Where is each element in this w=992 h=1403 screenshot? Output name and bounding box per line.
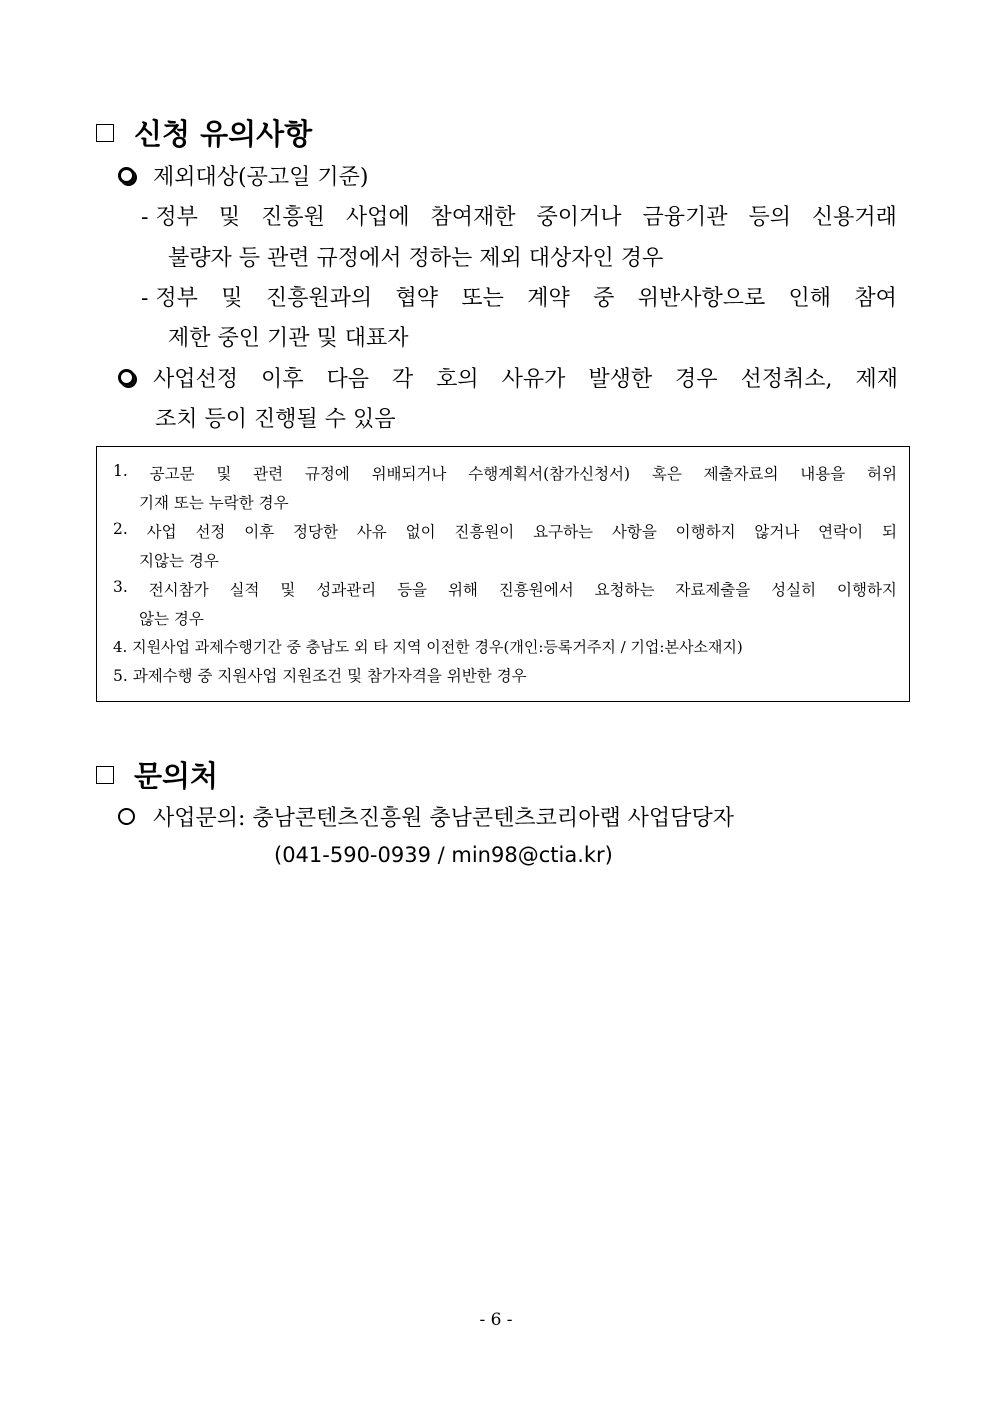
word: 연락이 — [818, 523, 864, 541]
word: 선정취소, — [740, 367, 833, 392]
word: 성실히 — [771, 581, 817, 599]
word: 요청하는 — [594, 581, 655, 599]
bullet-exclusion-targets — [118, 160, 368, 191]
word: 사항을 — [611, 523, 657, 541]
word: 요구하는 — [533, 523, 594, 541]
section-heading-application-notes — [96, 112, 312, 153]
condition-2-line-2: 지않는 경우 — [139, 552, 219, 570]
page-number: - 6 - — [479, 1310, 513, 1330]
word: 이행하지 — [837, 581, 897, 599]
word: 3. — [113, 578, 128, 596]
condition-5: 5. 과제수행 중 지원사업 지원조건 및 참가자격을 위반한 경우 — [113, 667, 527, 685]
word: 등의 — [748, 205, 791, 230]
bullet-text-line-1 — [153, 362, 898, 393]
circle-bullet-icon — [118, 167, 135, 184]
word: 사유 — [356, 523, 387, 541]
word: 사업선정 — [153, 367, 239, 392]
word: 참여재한 — [430, 205, 516, 230]
word: 자료제출을 — [675, 581, 751, 599]
word: 및 — [280, 581, 296, 599]
word: 사유가 — [501, 367, 566, 392]
word: 참여 — [854, 286, 897, 311]
circle-bullet-icon — [118, 369, 135, 386]
contact-line-2: (041-590-0939 / min98@ctia.kr) — [274, 843, 613, 867]
word: 위반사항으로 — [637, 286, 766, 311]
word: 정당한 — [293, 523, 338, 541]
section-title: 신청 유의사항 — [134, 117, 313, 151]
word: 내용을 — [800, 465, 846, 483]
word: 공고문 — [149, 465, 195, 483]
word: 성과관리 — [316, 581, 377, 599]
word: 위해 — [447, 581, 478, 599]
word: 1. — [113, 462, 128, 480]
word: 발생한 — [588, 367, 653, 392]
word: 혹은 — [651, 465, 682, 483]
word: 계약 — [527, 286, 570, 311]
word: 중 — [593, 286, 615, 311]
word: 진흥원이 — [454, 523, 515, 541]
exclusion-item-1-line-1 — [141, 200, 897, 231]
word: 이후 — [260, 367, 304, 392]
exclusion-item-1-line-2: 불량자 등 관련 규정에서 정하는 제외 대상자인 경우 — [168, 246, 664, 271]
word: 다음 — [326, 367, 369, 392]
condition-1-line-1 — [113, 462, 897, 484]
word: 진흥원 — [261, 205, 325, 230]
word: 및 — [218, 205, 241, 230]
word: 진흥원과의 — [265, 286, 373, 311]
contact-bullet — [118, 801, 734, 832]
word: 협약 — [395, 286, 439, 311]
section-title: 문의처 — [134, 759, 219, 793]
checkbox-square-icon — [96, 124, 114, 142]
word: 수행계획서(참가신청서) — [468, 465, 631, 483]
word: 및 — [221, 286, 243, 311]
word: 제출자료의 — [703, 465, 779, 483]
word: 이행하지 — [675, 523, 736, 541]
word: 사업 — [146, 523, 177, 541]
contact-line-1: 사업문의: 충남콘텐츠진흥원 충남콘텐츠코리아랩 사업담당자 — [153, 806, 734, 831]
word: 중이거나 — [536, 205, 622, 230]
word: 금융기관 — [642, 205, 728, 230]
word: 위배되거나 — [371, 465, 447, 483]
word: 경우 — [675, 367, 718, 392]
word: 및 — [216, 465, 232, 483]
word: 진흥원에서 — [498, 581, 574, 599]
bullet-text-line-2: 조치 등이 진행될 수 있음 — [155, 407, 396, 432]
word: 않거나 — [754, 523, 800, 541]
section-heading-contact — [96, 754, 218, 795]
condition-2-line-1 — [113, 520, 897, 542]
word: 인해 — [788, 286, 832, 311]
condition-3-line-1 — [113, 578, 897, 600]
word: 각 — [391, 367, 414, 392]
checkbox-square-icon — [96, 766, 114, 784]
sanction-conditions-box — [96, 446, 910, 702]
condition-4: 4. 지원사업 과제수행기간 중 충남도 외 타 지역 이전한 경우(개인:등록거주지 / 기업:본사소재지) — [113, 638, 743, 656]
condition-3-line-2: 않는 경우 — [139, 610, 204, 628]
word: 또는 — [461, 286, 504, 311]
word: 사업에 — [345, 205, 410, 230]
word: 전시참가 — [148, 581, 209, 599]
exclusion-item-2-line-1 — [141, 281, 897, 312]
word: 실적 — [229, 581, 260, 599]
word: 관련 — [253, 465, 284, 483]
exclusion-item-2-line-2: 제한 중인 기관 및 대표자 — [168, 326, 409, 351]
word: 선정 — [195, 523, 226, 541]
bullet-text: 제외대상(공고일 기준) — [153, 165, 369, 190]
word: 호의 — [436, 367, 479, 392]
word: 규정에 — [304, 465, 350, 483]
condition-1-line-2: 기재 또는 누락한 경우 — [139, 494, 289, 512]
word: 제재 — [855, 367, 898, 392]
word: 허위 — [867, 465, 897, 483]
word: 등을 — [397, 581, 428, 599]
word: 신용거래 — [811, 205, 897, 230]
word: 2. — [113, 520, 128, 538]
word: - 정부 — [141, 205, 198, 230]
word: - 정부 — [141, 286, 198, 311]
bullet-selection-cancellation — [118, 362, 898, 393]
word: 없이 — [405, 523, 436, 541]
word: 이후 — [244, 523, 275, 541]
circle-bullet-icon — [118, 808, 135, 825]
word: 되 — [881, 523, 897, 541]
